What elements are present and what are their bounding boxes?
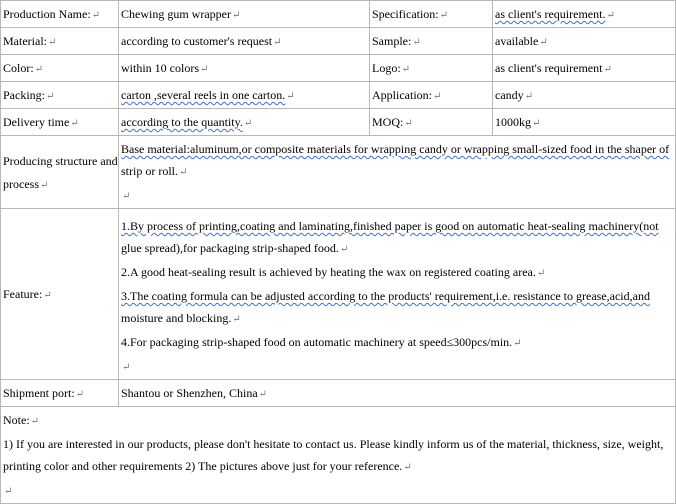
value-cell: according to customer's request↵ xyxy=(119,28,370,55)
note-title: Note: xyxy=(3,413,30,427)
feature-line: 2.A good heat-sealing result is achieved by heating the wax on registered coating area. xyxy=(121,265,536,279)
feature-line: 1.By process of printing,coating and laminating,finished paper is good on automatic heat-sealing machinery(not xyxy=(121,219,659,233)
note-line: 1) If you are interested in our products, please don't hesitate to contact us. Please kindly inform us of the material, thickness, size, weight, xyxy=(3,437,664,451)
table-row xyxy=(1,407,676,504)
label-cell: Sample:↵ xyxy=(370,28,493,55)
structure-value-cell: Base material:aluminum,or composite materials for wrapping candy or wrapping small-sized food in the shaper of strip or roll.↵ ↵ xyxy=(119,136,676,209)
value-cell: 1000kg↵ xyxy=(493,109,676,136)
label-cell: MOQ:↵ xyxy=(370,109,493,136)
feature-label-cell: Feature:↵ xyxy=(1,209,119,380)
label-cell: Material:↵ xyxy=(1,28,119,55)
feature-line: 3.The coating formula can be adjusted according to the products' requirement,i.e. resistance to grease,acid,and xyxy=(121,289,650,303)
label-cell: Production Name:↵ xyxy=(1,1,119,28)
label-cell: Logo:↵ xyxy=(370,55,493,82)
value-cell: as client's requirement.↵ xyxy=(493,1,676,28)
table-row xyxy=(1,1,676,28)
feature-line: glue spread),for packaging strip-shaped food. xyxy=(121,241,339,255)
shipment-value-cell: Shantou or Shenzhen, China↵ xyxy=(119,380,676,407)
value-cell: Chewing gum wrapper↵ xyxy=(119,1,370,28)
label-cell: Application:↵ xyxy=(370,82,493,109)
label-cell: Specification:↵ xyxy=(370,1,493,28)
value-cell: candy↵ xyxy=(493,82,676,109)
note-cell: Note:↵ 1) If you are interested in our products, please don't hesitate to contact us. Please kindly inform us of the material, thickness, size, weight, printing color and other requirements 2) The pictures above just for your reference.↵ ↵ xyxy=(1,407,676,504)
value-cell: carton ,several reels in one carton.↵ xyxy=(119,82,370,109)
note-line: printing color and other requirements 2) The pictures above just for your reference. xyxy=(3,459,403,473)
label-cell: Packing:↵ xyxy=(1,82,119,109)
value-cell: as client's requirement↵ xyxy=(493,55,676,82)
table-row xyxy=(1,380,676,407)
structure-line: Base material:aluminum,or composite materials for wrapping candy or wrapping small-sized food in the shaper of xyxy=(121,142,670,156)
structure-line: strip or roll. xyxy=(121,164,178,178)
value-cell: available↵ xyxy=(493,28,676,55)
value-cell: according to the quantity.↵ xyxy=(119,109,370,136)
feature-value-cell: 1.By process of printing,coating and laminating,finished paper is good on automatic heat-sealing machinery(not glue spread),for packaging strip-shaped food.↵ 2.A good heat-sealing result is achieved by heating the wax on registered coating area.↵ 3.The coating formula can be adjusted according to the products' requirement,i.e. resistance to grease,acid,and moisture and blocking.↵ 4.For packaging strip-shaped food on automatic machinery at speed≤300pcs/min.↵ ↵ xyxy=(119,209,676,380)
table-row xyxy=(1,209,676,380)
feature-line: moisture and blocking. xyxy=(121,311,232,325)
table-row xyxy=(1,55,676,82)
value-cell: within 10 colors↵ xyxy=(119,55,370,82)
table-row xyxy=(1,82,676,109)
label-cell: Shipment port:↵ xyxy=(1,380,119,407)
feature-line: 4.For packaging strip-shaped food on automatic machinery at speed≤300pcs/min. xyxy=(121,335,513,349)
table-row xyxy=(1,136,676,209)
label-cell: Delivery time↵ xyxy=(1,109,119,136)
label-cell: Color:↵ xyxy=(1,55,119,82)
table-row xyxy=(1,28,676,55)
table-row xyxy=(1,109,676,136)
structure-label-cell: Producing structure and process↵ xyxy=(1,136,119,209)
